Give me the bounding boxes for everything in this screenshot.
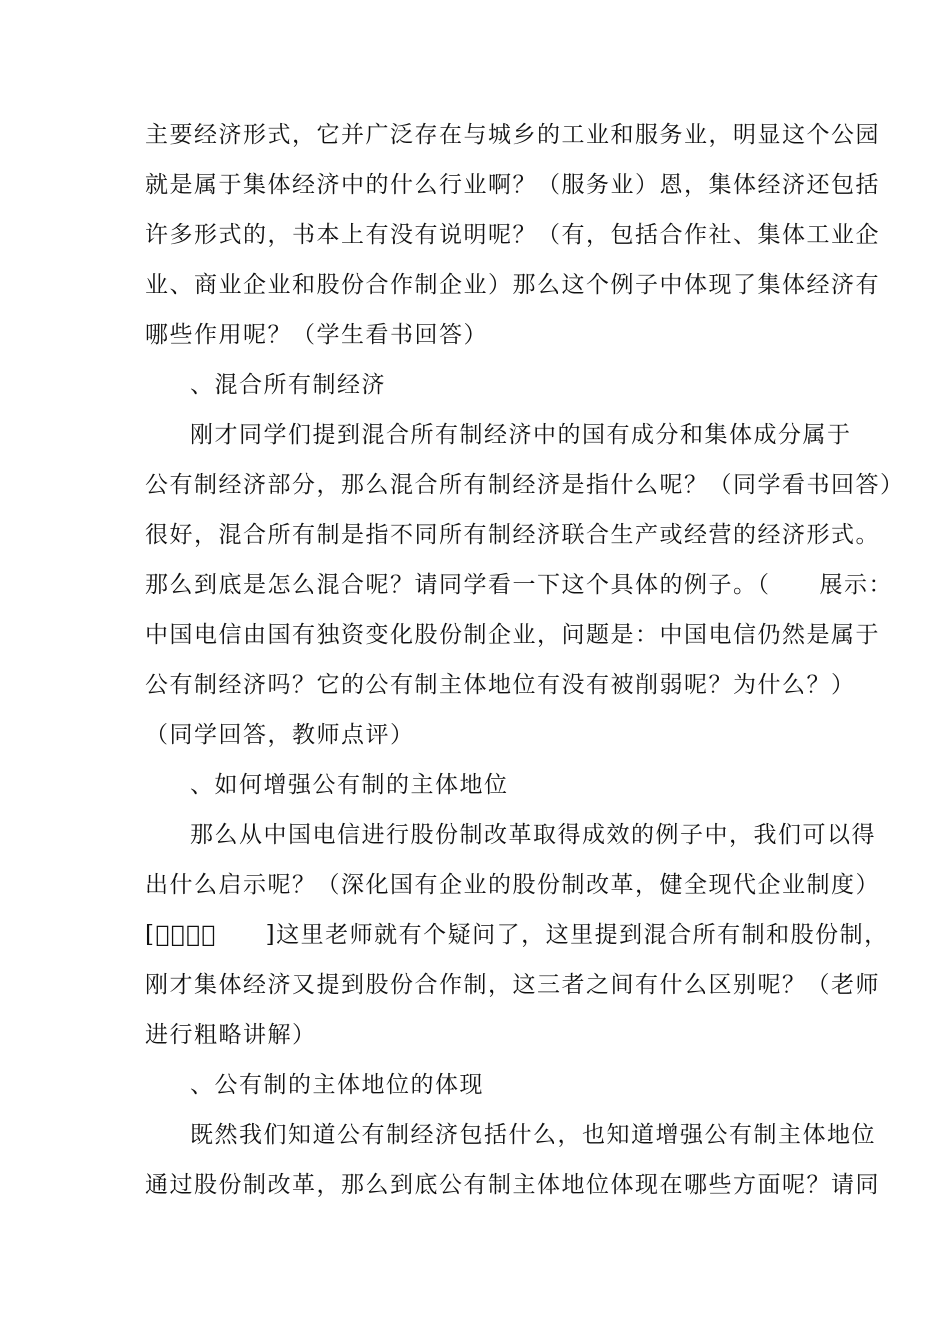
text-line: 就是属于集体经济中的什么行业啊？（服务业）恩，集体经济还包括 [145,172,880,198]
text-line: （同学回答，教师点评） [145,722,415,748]
text-line: [􏰀􏰀􏰀􏰀 ]这里老师就有个疑问了，这里提到混合所有制和股份制， [145,922,889,948]
section-heading: 、公有制的主体地位的体现 [190,1072,484,1098]
text-line: 很好，混合所有制是指不同所有制经济联合生产或经营的经济形式。 [145,522,880,548]
text-line: 公有制经济吗？它的公有制主体地位有没有被削弱呢？为什么？） [145,672,856,698]
text-line: 那么从中国电信进行股份制改革取得成效的例子中，我们可以得 [190,822,876,848]
text-line: 许多形式的，书本上有没有说明呢？（有，包括合作社、集体工业企 [145,222,880,248]
text-line: 哪些作用呢？（学生看书回答） [145,322,488,348]
text-line: 通过股份制改革，那么到底公有制主体地位体现在哪些方面呢？请同 [145,1172,880,1198]
section-heading: 、如何增强公有制的主体地位 [190,772,509,798]
text-line: 刚才集体经济又提到股份合作制，这三者之间有什么区别呢？（老师 [145,972,880,998]
text-line: 中国电信由国有独资变化股份制企业，问题是：中国电信仍然是属于 [145,622,880,648]
text-line: 既然我们知道公有制经济包括什么，也知道增强公有制主体地位 [190,1122,876,1148]
text-line: 业、商业企业和股份合作制企业）那么这个例子中体现了集体经济有 [145,272,880,298]
text-line: 主要经济形式，它并广泛存在与城乡的工业和服务业，明显这个公园 [145,122,880,148]
section-heading: 、混合所有制经济 [190,372,386,398]
text-line: 公有制经济部分，那么混合所有制经济是指什么呢？（同学看书回答） [145,472,905,498]
text-line: 进行粗略讲解） [145,1022,317,1048]
text-line: 出什么启示呢？（深化国有企业的股份制改革，健全现代企业制度） [145,872,880,898]
text-line: 刚才同学们提到混合所有制经济中的国有成分和集体成分属于 [190,422,852,448]
text-line: 那么到底是怎么混合呢？请同学看一下这个具体的例子。（ 展示： [145,572,893,598]
